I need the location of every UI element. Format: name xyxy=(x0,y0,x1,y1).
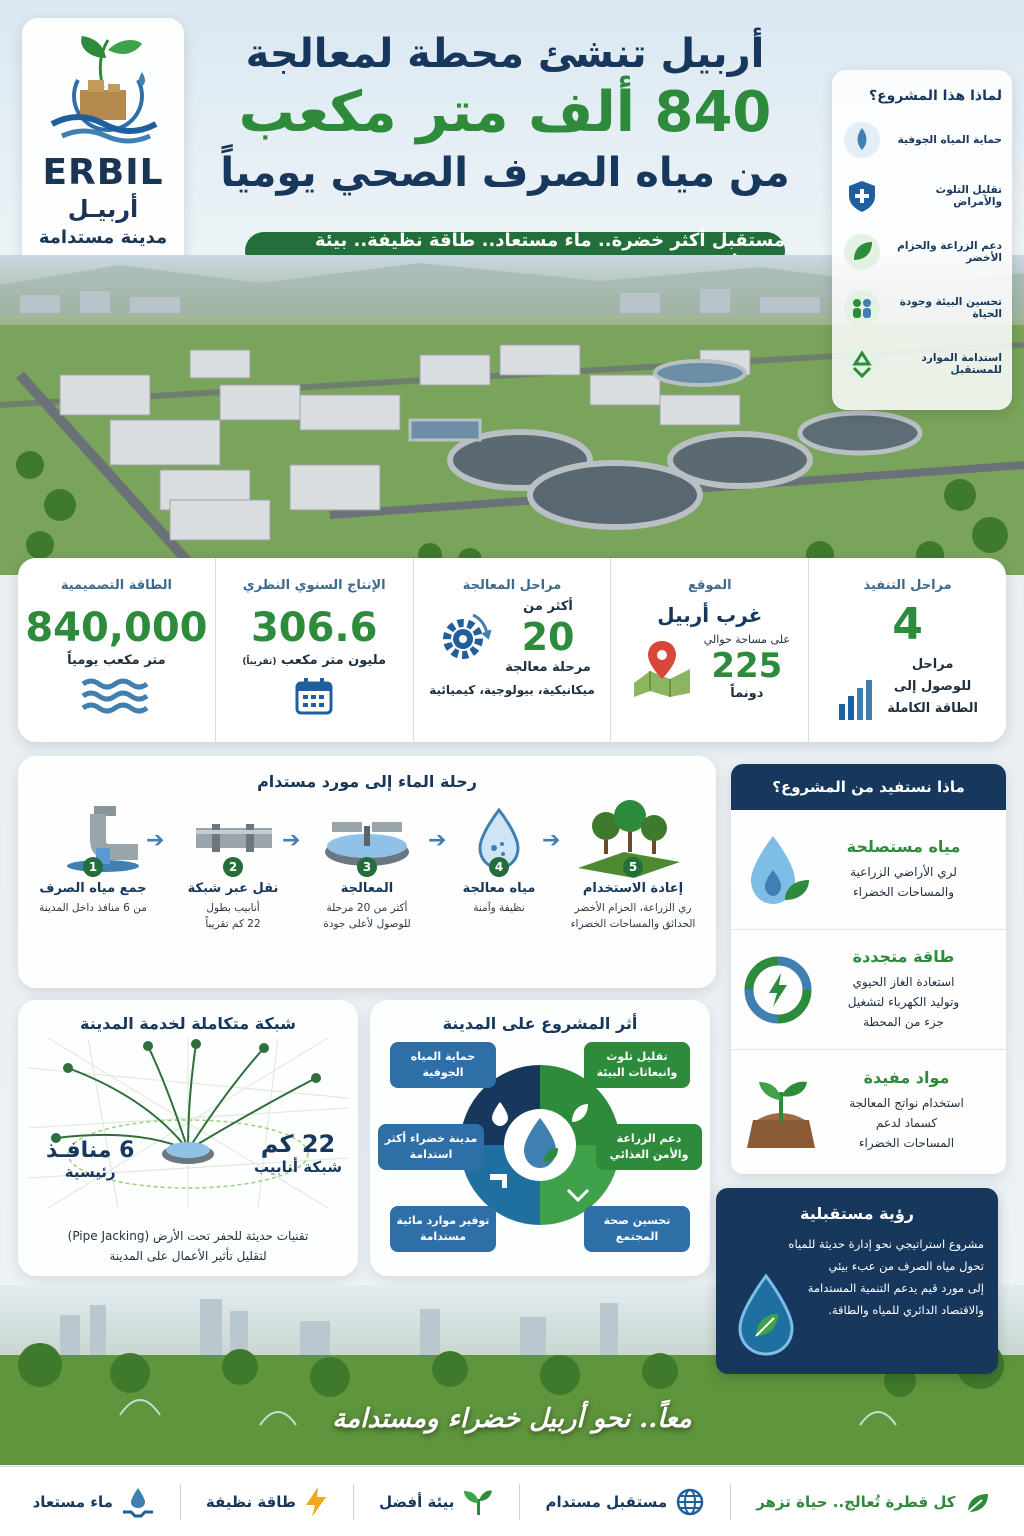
erbil-logo-icon xyxy=(38,28,168,148)
pipes-value: 22 كم xyxy=(260,1130,336,1158)
arrow-right-icon: ➔ xyxy=(282,828,301,853)
footer-item-water xyxy=(33,1486,155,1518)
network-title: شبكة متكاملة لخدمة المدينة xyxy=(80,1014,296,1033)
step-title: مياه معالجة xyxy=(462,881,536,896)
why-item-sustainability xyxy=(842,336,1002,392)
stat-phases xyxy=(808,558,1006,742)
step-desc: من 6 منافذ داخل المدينة xyxy=(39,902,147,914)
why-item-label: تقليل التلوث والأمراض xyxy=(935,184,1002,208)
pipe-network-icon xyxy=(194,818,274,858)
benefit-title: مواد مفيدة xyxy=(863,1067,950,1087)
journey-step-5 xyxy=(558,856,708,932)
water-waves-icon xyxy=(81,676,151,716)
step-number: 1 xyxy=(83,857,103,877)
city-network-map xyxy=(28,1038,348,1208)
stat-place: غرب أربيل xyxy=(657,603,763,627)
footer-divider xyxy=(730,1484,731,1520)
footer-divider xyxy=(353,1484,354,1520)
stat-annual xyxy=(215,558,413,742)
map-pin-icon xyxy=(630,635,694,699)
recycle-icon xyxy=(842,344,882,384)
footer-item-environment xyxy=(379,1487,494,1517)
benefit-line: والمساحات الخضراء xyxy=(852,885,954,899)
step-title: المعالجة xyxy=(340,881,394,896)
pipes-label: شبكة أنابيب xyxy=(254,1158,342,1176)
footer-item-energy xyxy=(206,1485,328,1519)
motto: معاً.. نحو أربيل خضراء ومستدامة xyxy=(332,1404,692,1434)
step-desc-2: الحدائق والمساحات الخضراء xyxy=(570,918,696,930)
benefit-line: وتوليد الكهرباء لتشغيل xyxy=(847,995,960,1009)
water-drop-leaf-icon xyxy=(734,1272,798,1358)
gear-icon xyxy=(433,607,493,667)
footer-label: كل قطرة تُعالج.. حياة تزهر xyxy=(756,1492,956,1511)
benefit-title: طاقة متجددة xyxy=(852,947,955,966)
why-title: لماذا هذا المشروع؟ xyxy=(868,88,1002,104)
stat-value: 840,000 xyxy=(25,605,208,651)
vision-line: والاقتصاد الدائري للمياه والطاقة. xyxy=(828,1303,984,1317)
footer-label: بيئة أفضل xyxy=(379,1492,455,1511)
stats-bar xyxy=(18,558,1006,742)
step-number: 4 xyxy=(489,857,509,877)
journey-title: رحلة الماء إلى مورد مستدام xyxy=(257,772,477,791)
stat-title: مراحل التنفيذ xyxy=(863,578,952,593)
stat-note: (تقريباً) xyxy=(242,657,277,667)
benefit-useful-materials xyxy=(731,1050,1006,1170)
benefits-card xyxy=(731,764,1006,1174)
step-desc: نظيفة وآمنة xyxy=(473,902,525,914)
step-desc: ري الزراعة، الحزام الأخضر xyxy=(574,902,692,914)
step-title: إعادة الاستخدام xyxy=(582,881,684,896)
headline-line-3: من مياه الصرف الصحي يومياً xyxy=(220,150,790,196)
step-number: 3 xyxy=(357,857,377,877)
arrow-right-icon: ➔ xyxy=(428,828,447,853)
impact-agriculture: دعم الزراعة والأمن الغذائي xyxy=(596,1124,702,1170)
vision-title: رؤية مستقبلية xyxy=(800,1204,914,1223)
stat-title: مراحل المعالجة xyxy=(462,578,562,593)
journey-step-3 xyxy=(302,856,432,932)
note-line: لتقليل تأثير الأعمال على المدينة xyxy=(109,1249,267,1263)
water-drop-icon xyxy=(842,120,882,160)
stat-location xyxy=(610,558,808,742)
impact-community-health: تحسين صحة المجتمع xyxy=(584,1206,690,1252)
stat-area-pre: على مساحة حوالي xyxy=(703,633,790,646)
benefit-line: كسماد لدعم xyxy=(875,1115,938,1130)
stat-unit: متر مكعب يومياً xyxy=(67,653,166,668)
footer-label: طاقة نظيفة xyxy=(205,1492,297,1511)
sprout-soil-icon xyxy=(743,1070,819,1150)
vision-card xyxy=(716,1188,998,1374)
lightning-icon xyxy=(304,1485,328,1519)
people-icon xyxy=(842,288,882,328)
stat-pre: أكثر من xyxy=(523,599,573,614)
headline-line-1: أربيل تنشئ محطة لمعالجة xyxy=(245,31,765,77)
slogan-banner: مستقبل أكثر خضرة.. ماء مستعاد.. طاقة نظيفة.. بيئة xyxy=(245,232,785,270)
why-item-agriculture xyxy=(842,224,1002,280)
recycle-energy-icon xyxy=(743,955,813,1025)
step-desc: أنابيب بطول xyxy=(206,902,260,914)
why-item-groundwater xyxy=(842,112,1002,168)
stat-line: الطاقة الكاملة xyxy=(887,701,979,716)
benefit-line: لري الأراضي الزراعية xyxy=(850,865,957,879)
leaf-icon xyxy=(842,232,882,272)
arrow-right-icon: ➔ xyxy=(542,828,561,853)
headline xyxy=(200,28,810,200)
stat-line: للوصول إلى xyxy=(893,679,972,694)
stat-value: 306.6 xyxy=(250,605,378,651)
logo-card xyxy=(22,18,184,288)
footer-divider xyxy=(519,1484,520,1520)
stat-unit: مرحلة معالجة xyxy=(505,660,591,675)
leaves-icon xyxy=(964,1488,992,1516)
vision-line: مشروع استراتيجي نحو إدارة حديثة للمياه xyxy=(788,1237,984,1251)
arrow-right-icon: ➔ xyxy=(146,828,165,853)
step-number: 5 xyxy=(623,857,643,877)
headline-line-2: 840 ألف متر مكعب xyxy=(238,80,772,145)
logo-arabic: أربيـل xyxy=(67,195,139,223)
why-item-label: تحسين البيئة وجودة الحياة xyxy=(899,296,1002,320)
logo-english: ERBIL xyxy=(42,152,164,193)
network-note xyxy=(28,1226,348,1266)
stat-title: الطاقة التصميمية xyxy=(60,578,172,593)
vision-line: إلى مورد قيم يدعم التنمية المستدامة xyxy=(807,1281,984,1295)
step-title: جمع مياه الصرف xyxy=(39,881,147,896)
calendar-icon xyxy=(294,676,334,716)
benefit-reclaimed-water xyxy=(731,810,1006,930)
impact-water-resources: توفير موارد مائية مستدامة xyxy=(390,1206,496,1252)
journey-step-1 xyxy=(28,856,158,916)
benefits-title: ماذا نستفيد من المشروع؟ xyxy=(731,764,1006,810)
why-project-card xyxy=(832,70,1012,410)
logo-tagline: مدينة مستدامة xyxy=(38,227,168,248)
step-desc: أكثر من 20 مرحلة xyxy=(326,902,408,914)
impact-title: أثر المشروع على المدينة xyxy=(442,1014,638,1033)
journey-step-4 xyxy=(434,856,564,916)
impact-groundwater: حماية المياه الجوفية xyxy=(390,1042,496,1088)
benefit-title: مياه مستصلحة xyxy=(846,837,961,856)
network-card xyxy=(18,1000,358,1276)
impact-card xyxy=(370,1000,710,1276)
stat-treatment xyxy=(413,558,611,742)
network-pipes xyxy=(254,1130,342,1176)
stat-value: 20 xyxy=(521,615,575,659)
journey-step-2 xyxy=(168,856,298,932)
why-item-label: دعم الزراعة والحزام الأخضر xyxy=(897,240,1002,264)
why-item-pollution xyxy=(842,168,1002,224)
footer-item-slogan xyxy=(756,1488,991,1516)
stat-unit: مليون متر مكعب xyxy=(280,653,387,668)
stat-unit: دونماً xyxy=(730,686,764,701)
footer-label: مستقبل مستدام xyxy=(545,1492,668,1511)
outlets-label: رئيسية xyxy=(64,1163,116,1181)
tap-drop-icon xyxy=(121,1486,155,1518)
sprout-icon xyxy=(462,1487,494,1517)
step-title: نقل عبر شبكة xyxy=(187,881,279,896)
footer-label: ماء مستعاد xyxy=(32,1492,113,1511)
water-journey-card xyxy=(18,756,716,988)
footer-divider xyxy=(180,1484,181,1520)
benefit-line: جزء من المحطة xyxy=(863,1015,944,1029)
benefit-renewable-energy xyxy=(731,930,1006,1050)
benefit-line: المساحات الخضراء xyxy=(858,1135,955,1150)
shield-plus-icon xyxy=(842,176,882,216)
step-desc-2: للوصول لأعلى جودة xyxy=(323,918,411,930)
stat-types: ميكانيكية، بيولوجية، كيميائية xyxy=(429,683,595,697)
why-item-label: استدامة الموارد للمستقبل xyxy=(921,352,1002,376)
stat-title: الموقع xyxy=(688,578,732,593)
why-item-label: حماية المياه الجوفية xyxy=(897,134,1002,146)
bar-chart-icon xyxy=(837,676,873,720)
impact-green-city: مدينة خضراء أكثر استدامة xyxy=(378,1124,484,1170)
footer-bar xyxy=(0,1466,1024,1536)
stat-capacity xyxy=(18,558,215,742)
stat-value: 225 xyxy=(711,646,783,686)
note-line: تقنيات حديثة للحفر تحت الأرض (Pipe Jacking) xyxy=(67,1229,309,1243)
benefit-line: استعادة الغاز الحيوي xyxy=(852,975,955,989)
stat-value: 4 xyxy=(892,599,923,650)
globe-icon xyxy=(675,1487,705,1517)
stat-line: مراحل xyxy=(911,657,954,672)
step-desc-2: 22 كم تقريباً xyxy=(205,918,261,930)
network-outlets xyxy=(46,1138,134,1181)
water-drops-leaf-icon xyxy=(743,830,813,910)
outlets-value: 6 منافـذ xyxy=(46,1138,135,1163)
stat-title: الإنتاج السنوي النظري xyxy=(242,578,386,593)
impact-pollution: تقليل تلوث وانبعاثات البيئة xyxy=(584,1042,690,1088)
footer-item-future xyxy=(545,1487,705,1517)
why-item-environment xyxy=(842,280,1002,336)
step-number: 2 xyxy=(223,857,243,877)
benefit-line: استخدام نواتج المعالجة xyxy=(849,1095,964,1110)
vision-line: تحول مياه الصرف من عبء بيئي xyxy=(828,1259,984,1273)
